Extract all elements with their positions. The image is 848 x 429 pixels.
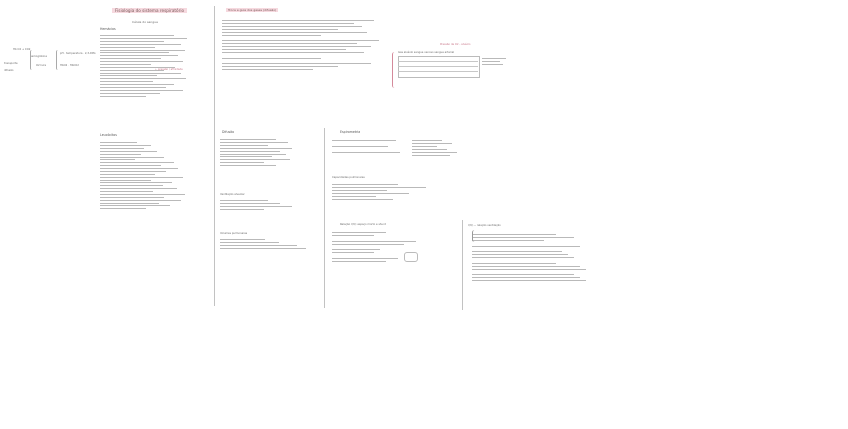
col1-subtitle: Célula do sangue [132,20,158,24]
col5-bracket [472,230,477,242]
column-divider-3 [462,220,463,310]
column-divider-1 [214,6,215,306]
col1-text-block-1 [100,33,192,98]
mindmap-node-5: O2 livre [36,64,47,67]
col4-text-block-1 [332,138,412,155]
gas-table [398,56,480,78]
gas-table-side-notes [482,56,512,67]
col3-section-difusao: Difusão [222,130,235,134]
col2-header: Troca e guia dos gases (difusão) [228,8,277,12]
mindmap-node-1: Hb O2 + CO2 [13,48,31,51]
mindmap-node-3: transporte [4,62,18,65]
col4-right-notes [412,138,462,157]
col2-text-block-1 [222,18,387,72]
gas-table-header: Gas alvéolo sangue venoso sangue arterial [398,51,455,54]
gas-table-row-2 [398,66,478,67]
mindmap-bracket-2 [56,50,60,70]
mindmap-node-6: HbO2 · HbCO2 [60,64,79,67]
col4-section-capacidades: Capacidades pulmonares [332,176,365,179]
mindmap-node-7: pH · temperatura · 2,3-DPG [60,52,96,55]
page-title: Fisiologia do sistema respiratório [112,8,187,13]
gas-table-bracket [392,52,397,88]
gas-table-row-3 [398,71,478,72]
col3-text-block-1 [220,137,300,168]
col3-text-block-3 [220,237,310,251]
gas-table-row-1 [398,61,478,62]
col1-section-hemacias: Hemácias [100,27,116,31]
col1-text-block-2 [100,140,192,211]
col2-pink-label: Pressão de O2 - alvéolo [440,43,471,46]
col1-pink-note: ← pressão / afinidade [155,68,183,71]
col4-subheading: Relação V/Q: espaço morto e shunt [340,223,386,226]
col3-section-volumes: Volumes pulmonares [220,232,248,235]
col4-section-espirometria: Espirometria [340,130,361,134]
col3-section-ventilacao: Ventilação alveolar [220,193,245,196]
col4-boxed-formula [404,252,418,262]
col5-text-block-1 [472,232,592,283]
col3-text-block-2 [220,198,300,212]
col1-section-leucocitos: Leucócitos [100,133,117,137]
mindmap-node-2: hemoglobina [30,55,47,58]
mindmap-bracket [30,50,34,70]
col4-text-block-3 [332,230,452,264]
mindmap-node-4: difusão [4,69,14,72]
col4-text-block-2 [332,182,442,201]
column-divider-2 [324,128,325,308]
col5-section: V/Q — relação ventilação [468,224,501,227]
